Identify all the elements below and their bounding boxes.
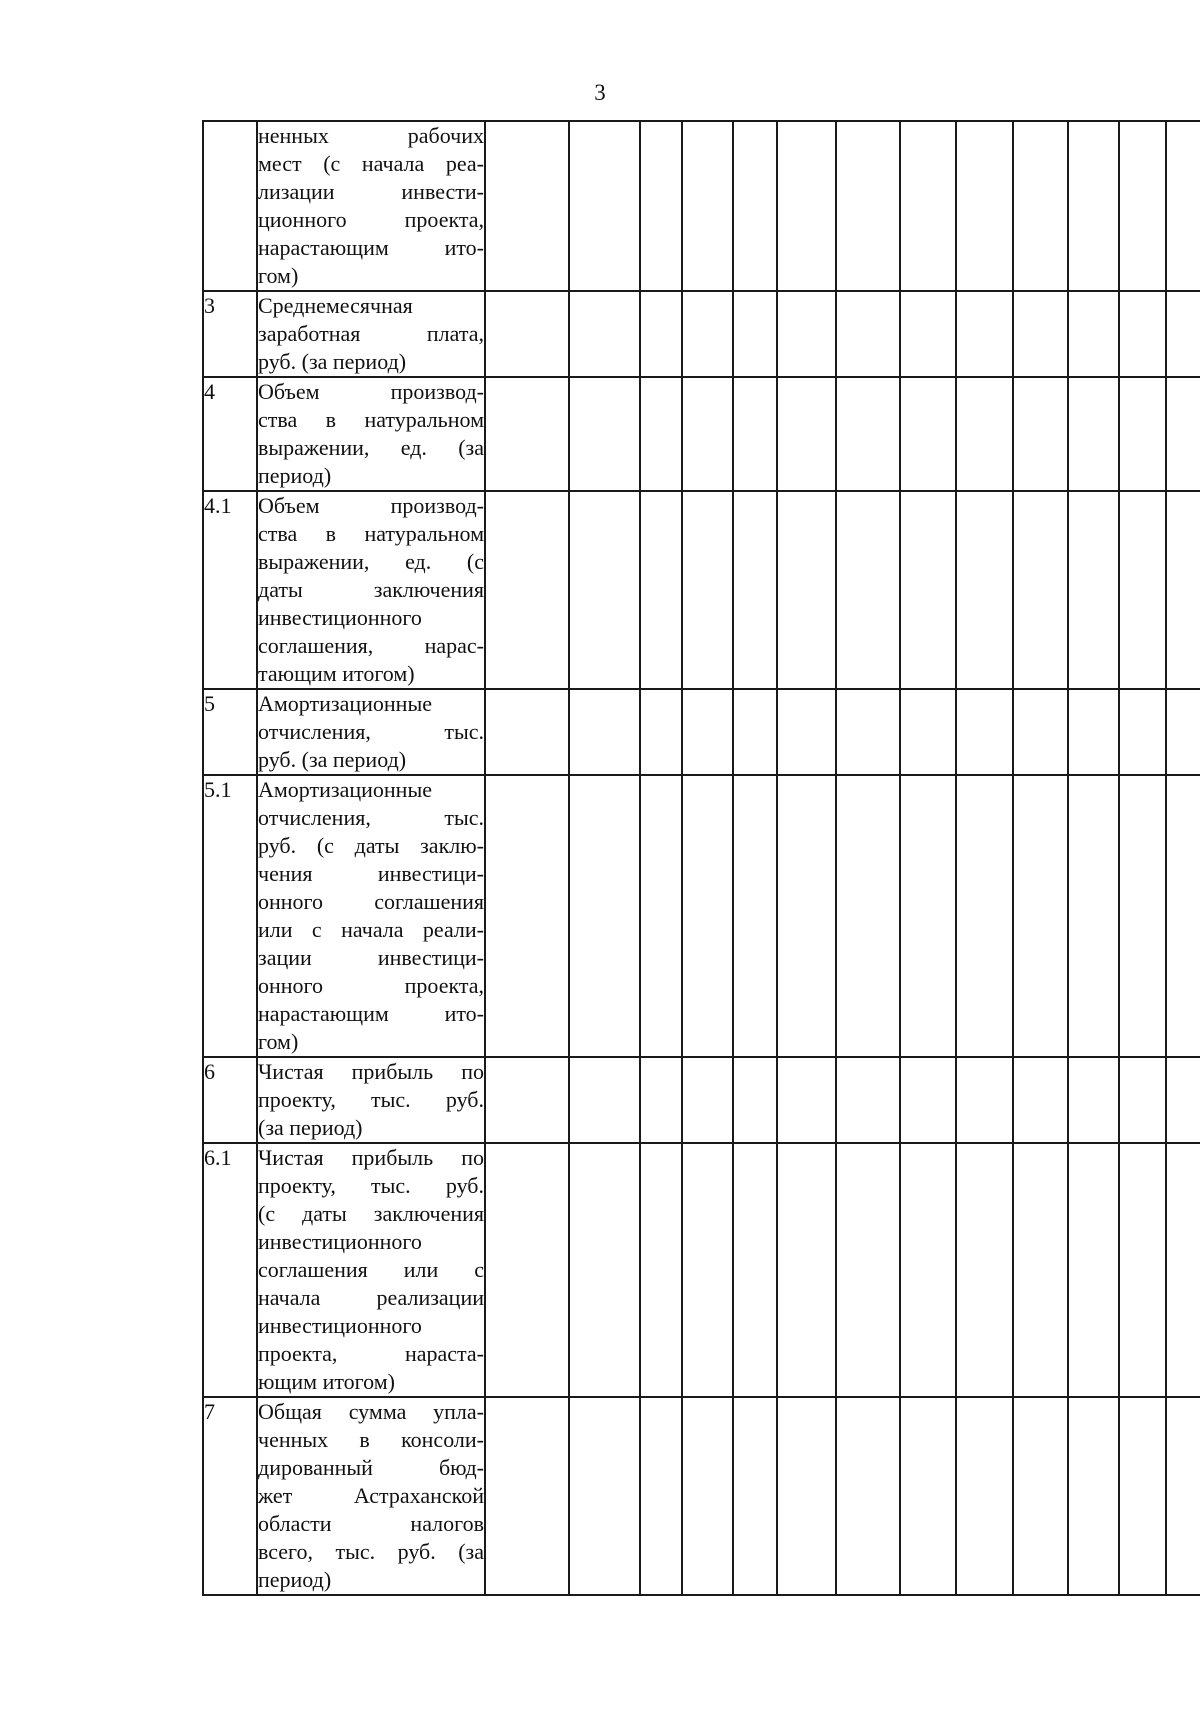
row-number: 4 bbox=[203, 377, 257, 491]
empty-cell bbox=[1166, 689, 1200, 775]
empty-cell bbox=[900, 689, 956, 775]
empty-cell bbox=[956, 1143, 1013, 1397]
empty-cell bbox=[1013, 775, 1068, 1057]
empty-cell bbox=[1119, 1397, 1166, 1595]
empty-cell bbox=[1013, 291, 1068, 377]
table-row bbox=[203, 689, 1200, 775]
empty-cell bbox=[569, 1143, 640, 1397]
empty-cell bbox=[569, 291, 640, 377]
empty-cell bbox=[956, 1057, 1013, 1143]
empty-cell bbox=[900, 491, 956, 689]
row-label-line: (с даты заключения bbox=[258, 1201, 484, 1226]
row-label bbox=[257, 1143, 485, 1397]
table-row bbox=[203, 1397, 1200, 1595]
row-label-line: ющим итогом) bbox=[258, 1369, 395, 1394]
empty-cell bbox=[836, 1397, 900, 1595]
row-label-line: (за период) bbox=[258, 1115, 363, 1140]
empty-cell bbox=[1068, 121, 1119, 291]
row-label-line: руб. (за период) bbox=[258, 349, 407, 374]
row-label-line: онного проекта, bbox=[258, 973, 484, 998]
row-label-line: ненных рабочих bbox=[258, 123, 484, 148]
empty-cell bbox=[777, 377, 836, 491]
empty-cell bbox=[1013, 377, 1068, 491]
empty-cell bbox=[569, 377, 640, 491]
row-label-line: руб. (за период) bbox=[258, 747, 407, 772]
empty-cell bbox=[1119, 121, 1166, 291]
empty-cell bbox=[1068, 491, 1119, 689]
empty-cell bbox=[1068, 377, 1119, 491]
empty-cell bbox=[900, 377, 956, 491]
empty-cell bbox=[733, 291, 777, 377]
empty-cell bbox=[836, 121, 900, 291]
row-label-line: период) bbox=[258, 463, 332, 488]
empty-cell bbox=[1013, 1057, 1068, 1143]
empty-cell bbox=[900, 1143, 956, 1397]
empty-cell bbox=[1166, 121, 1200, 291]
empty-cell bbox=[485, 1143, 569, 1397]
row-number: 5.1 bbox=[203, 775, 257, 1057]
empty-cell bbox=[900, 121, 956, 291]
empty-cell bbox=[1068, 291, 1119, 377]
row-label-line: период) bbox=[258, 1567, 332, 1592]
row-label-line: инвестиционного bbox=[258, 605, 422, 630]
row-label-line: лизации инвести- bbox=[258, 179, 484, 204]
empty-cell bbox=[485, 1057, 569, 1143]
empty-cell bbox=[1119, 491, 1166, 689]
row-number bbox=[203, 121, 257, 291]
empty-cell bbox=[777, 291, 836, 377]
empty-cell bbox=[682, 1143, 733, 1397]
empty-cell bbox=[956, 775, 1013, 1057]
row-label bbox=[257, 291, 485, 377]
empty-cell bbox=[733, 1057, 777, 1143]
row-label-line: Чистая прибыль по bbox=[258, 1145, 484, 1170]
empty-cell bbox=[1013, 1397, 1068, 1595]
empty-cell bbox=[1166, 1143, 1200, 1397]
empty-cell bbox=[682, 121, 733, 291]
row-label-line: начала реализации bbox=[258, 1285, 484, 1310]
row-label-line: отчисления, тыс. bbox=[258, 719, 484, 744]
empty-cell bbox=[733, 121, 777, 291]
row-number: 4.1 bbox=[203, 491, 257, 689]
row-number: 6.1 bbox=[203, 1143, 257, 1397]
empty-cell bbox=[777, 491, 836, 689]
empty-cell bbox=[682, 1397, 733, 1595]
empty-cell bbox=[1166, 1397, 1200, 1595]
row-number: 7 bbox=[203, 1397, 257, 1595]
empty-cell bbox=[956, 491, 1013, 689]
empty-cell bbox=[569, 491, 640, 689]
empty-cell bbox=[900, 1057, 956, 1143]
row-number: 3 bbox=[203, 291, 257, 377]
row-label bbox=[257, 1397, 485, 1595]
row-label-line: области налогов bbox=[258, 1511, 484, 1536]
row-label-line: нарастающим ито- bbox=[258, 235, 484, 260]
empty-cell bbox=[1013, 491, 1068, 689]
table-row bbox=[203, 291, 1200, 377]
row-label-line: Общая сумма упла- bbox=[258, 1399, 484, 1424]
row-label bbox=[257, 689, 485, 775]
empty-cell bbox=[485, 491, 569, 689]
empty-cell bbox=[569, 1057, 640, 1143]
row-label-line: Амортизационные bbox=[258, 691, 433, 716]
table-row bbox=[203, 121, 1200, 291]
empty-cell bbox=[569, 689, 640, 775]
empty-cell bbox=[682, 775, 733, 1057]
empty-cell bbox=[682, 291, 733, 377]
empty-cell bbox=[777, 1397, 836, 1595]
empty-cell bbox=[569, 121, 640, 291]
empty-cell bbox=[836, 689, 900, 775]
empty-cell bbox=[485, 377, 569, 491]
empty-cell bbox=[836, 1143, 900, 1397]
row-number: 6 bbox=[203, 1057, 257, 1143]
empty-cell bbox=[1068, 1057, 1119, 1143]
empty-cell bbox=[682, 1057, 733, 1143]
empty-cell bbox=[777, 775, 836, 1057]
empty-cell bbox=[1068, 1143, 1119, 1397]
row-label-line: проекту, тыс. руб. bbox=[258, 1173, 484, 1198]
empty-cell bbox=[1166, 291, 1200, 377]
row-label-line: Объем производ- bbox=[258, 379, 484, 404]
row-label-line: соглашения, нарас- bbox=[258, 633, 484, 658]
row-label-line: руб. (с даты заклю- bbox=[258, 833, 484, 858]
empty-cell bbox=[956, 291, 1013, 377]
empty-cell bbox=[485, 1397, 569, 1595]
empty-cell bbox=[1119, 291, 1166, 377]
empty-cell bbox=[682, 689, 733, 775]
table-row bbox=[203, 1057, 1200, 1143]
empty-cell bbox=[640, 377, 682, 491]
empty-cell bbox=[640, 1057, 682, 1143]
row-number: 5 bbox=[203, 689, 257, 775]
row-label bbox=[257, 377, 485, 491]
empty-cell bbox=[682, 491, 733, 689]
row-label bbox=[257, 775, 485, 1057]
row-label-line: ства в натуральном bbox=[258, 407, 484, 432]
row-label-line: или с начала реали- bbox=[258, 917, 484, 942]
empty-cell bbox=[640, 775, 682, 1057]
row-label-line: выражении, ед. (за bbox=[258, 435, 484, 460]
empty-cell bbox=[1119, 1143, 1166, 1397]
row-label bbox=[257, 121, 485, 291]
row-label-line: онного соглашения bbox=[258, 889, 484, 914]
row-label-line: жет Астраханской bbox=[258, 1483, 484, 1508]
empty-cell bbox=[956, 121, 1013, 291]
row-label-line: тающим итогом) bbox=[258, 661, 415, 686]
row-label-line: гом) bbox=[258, 263, 299, 288]
row-label-line: зации инвестици- bbox=[258, 945, 484, 970]
empty-cell bbox=[1013, 121, 1068, 291]
empty-cell bbox=[1166, 1057, 1200, 1143]
row-label-line: мест (с начала реа- bbox=[258, 151, 484, 176]
empty-cell bbox=[733, 775, 777, 1057]
indicators-table bbox=[202, 120, 1200, 1596]
row-label-line: Среднемесячная bbox=[258, 293, 413, 318]
row-label bbox=[257, 491, 485, 689]
empty-cell bbox=[640, 491, 682, 689]
empty-cell bbox=[1013, 689, 1068, 775]
row-label-line: ционного проекта, bbox=[258, 207, 484, 232]
empty-cell bbox=[1119, 377, 1166, 491]
empty-cell bbox=[900, 291, 956, 377]
empty-cell bbox=[640, 291, 682, 377]
row-label-line: даты заключения bbox=[258, 577, 484, 602]
row-label-line: Амортизационные bbox=[258, 777, 433, 802]
empty-cell bbox=[1119, 775, 1166, 1057]
row-label-line: заработная плата, bbox=[258, 321, 484, 346]
empty-cell bbox=[900, 1397, 956, 1595]
empty-cell bbox=[1119, 689, 1166, 775]
empty-cell bbox=[640, 1143, 682, 1397]
empty-cell bbox=[836, 1057, 900, 1143]
row-label-line: гом) bbox=[258, 1029, 299, 1054]
empty-cell bbox=[485, 291, 569, 377]
empty-cell bbox=[836, 291, 900, 377]
page-number: 3 bbox=[594, 80, 606, 105]
row-label-line: инвестиционного bbox=[258, 1229, 422, 1254]
empty-cell bbox=[956, 377, 1013, 491]
row-label-line: чения инвестици- bbox=[258, 861, 484, 886]
empty-cell bbox=[777, 1143, 836, 1397]
empty-cell bbox=[1166, 491, 1200, 689]
empty-cell bbox=[1068, 1397, 1119, 1595]
empty-cell bbox=[733, 689, 777, 775]
empty-cell bbox=[485, 689, 569, 775]
row-label-line: проекту, тыс. руб. bbox=[258, 1087, 484, 1112]
row-label-line: ченных в консоли- bbox=[258, 1427, 484, 1452]
empty-cell bbox=[569, 775, 640, 1057]
empty-cell bbox=[569, 1397, 640, 1595]
empty-cell bbox=[777, 1057, 836, 1143]
empty-cell bbox=[956, 689, 1013, 775]
row-label-line: инвестиционного bbox=[258, 1313, 422, 1338]
table-row bbox=[203, 377, 1200, 491]
row-label-line: выражении, ед. (с bbox=[258, 549, 484, 574]
row-label-line: Чистая прибыль по bbox=[258, 1059, 484, 1084]
table-row bbox=[203, 775, 1200, 1057]
row-label bbox=[257, 1057, 485, 1143]
empty-cell bbox=[1068, 775, 1119, 1057]
empty-cell bbox=[1166, 775, 1200, 1057]
row-label-line: Объем производ- bbox=[258, 493, 484, 518]
empty-cell bbox=[1013, 1143, 1068, 1397]
empty-cell bbox=[836, 491, 900, 689]
row-label-line: ства в натуральном bbox=[258, 521, 484, 546]
row-label-line: нарастающим ито- bbox=[258, 1001, 484, 1026]
empty-cell bbox=[733, 377, 777, 491]
row-label-line: всего, тыс. руб. (за bbox=[258, 1539, 484, 1564]
empty-cell bbox=[777, 689, 836, 775]
empty-cell bbox=[733, 491, 777, 689]
empty-cell bbox=[777, 121, 836, 291]
row-label-line: отчисления, тыс. bbox=[258, 805, 484, 830]
empty-cell bbox=[485, 775, 569, 1057]
empty-cell bbox=[836, 377, 900, 491]
empty-cell bbox=[1166, 377, 1200, 491]
empty-cell bbox=[682, 377, 733, 491]
empty-cell bbox=[640, 121, 682, 291]
row-label-line: дированный бюд- bbox=[258, 1455, 484, 1480]
empty-cell bbox=[1119, 1057, 1166, 1143]
table-row bbox=[203, 1143, 1200, 1397]
empty-cell bbox=[900, 775, 956, 1057]
empty-cell bbox=[836, 775, 900, 1057]
row-label-line: соглашения или с bbox=[258, 1257, 484, 1282]
table-row bbox=[203, 491, 1200, 689]
row-label-line: проекта, нараста- bbox=[258, 1341, 484, 1366]
empty-cell bbox=[956, 1397, 1013, 1595]
empty-cell bbox=[640, 689, 682, 775]
empty-cell bbox=[733, 1397, 777, 1595]
empty-cell bbox=[733, 1143, 777, 1397]
empty-cell bbox=[485, 121, 569, 291]
empty-cell bbox=[640, 1397, 682, 1595]
empty-cell bbox=[1068, 689, 1119, 775]
